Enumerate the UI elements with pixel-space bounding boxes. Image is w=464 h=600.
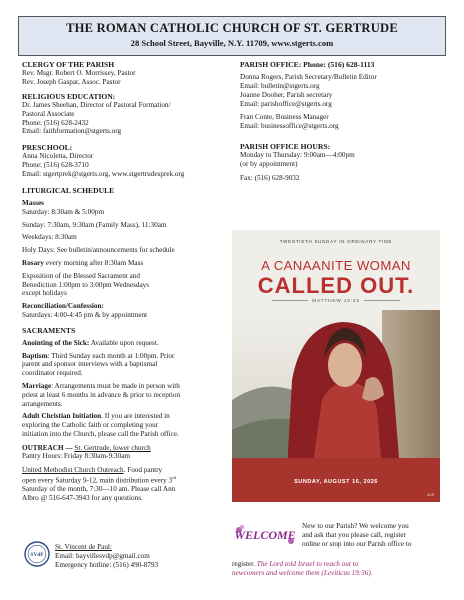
liturgical-heading: LITURGICAL SCHEDULE	[22, 185, 115, 195]
mass-weekdays: Weekdays: 8:30am	[22, 233, 77, 242]
welcome-line: and ask that you please call, register	[302, 530, 406, 539]
adult-initiation-label: Adult Christian Initiation	[22, 412, 102, 421]
adult-initiation-text: . If you are interested in	[101, 412, 170, 421]
welcome-art	[233, 523, 297, 547]
poster-subtitle: TWENTIETH SUNDAY IN ORDINARY TIME	[279, 239, 393, 244]
svdp-block	[55, 543, 225, 569]
staff-email[interactable]: Email: parishoffice@stgerts.org	[240, 99, 332, 108]
welcome-register-line	[232, 560, 446, 569]
left-column	[22, 60, 228, 503]
adult-initiation-line	[22, 412, 228, 421]
poster-line2: CALLED OUT.	[257, 273, 415, 298]
mass-sunday: Sunday: 7:30am, 9:30am (Family Mass), 11:30am	[22, 220, 167, 229]
bulletin-header	[18, 16, 446, 56]
clergy-heading: CLERGY OF THE PARISH	[22, 60, 115, 69]
anointing-line	[22, 339, 228, 348]
poster-brand: OUR	[426, 493, 434, 498]
masses-label: Masses	[22, 199, 44, 208]
clergy-line: Rev. Joseph Gaspar, Assoc. Pastor	[22, 78, 121, 87]
methodist-line	[22, 475, 228, 485]
methodist-line	[22, 466, 228, 475]
church-address: 28 School Street, Bayville, N.Y. 11709, www.stgerts.com	[130, 38, 334, 49]
svdp-email[interactable]: Email: bayvillesvdp@gmail.com	[55, 551, 150, 560]
rosary-line	[22, 259, 228, 268]
methodist-text: . Food pantry	[123, 466, 163, 475]
baptism-line	[22, 352, 228, 361]
methodist-line: Saturday of the month, 7:30—10 am. Please call Ann	[22, 485, 176, 494]
adult-initiation-line: exploring the Catholic faith or completing your	[22, 421, 159, 430]
poster-date: SUNDAY, AUGUST 16, 2026	[294, 479, 378, 486]
staff-email[interactable]: Email: businessoffice@stgerts.org	[240, 122, 339, 131]
reconciliation-text: Saturdays: 4:00-4:45 pm & by appointment	[22, 310, 148, 319]
welcome-line: online or stop into our Parish office to	[302, 539, 412, 548]
outreach-label: OUTREACH —	[22, 443, 75, 452]
right-column	[240, 60, 450, 183]
methodist-superscript: rd	[172, 475, 176, 481]
marriage-line: arrangements.	[22, 399, 63, 408]
office-hours-line: (or by appointment)	[240, 159, 298, 168]
staff-name: Fran Conte, Business Manager	[240, 113, 329, 122]
svdp-name[interactable]: St. Vincent de Paul:	[55, 543, 112, 551]
sunday-poster	[232, 230, 440, 502]
staff-email[interactable]: Email: bulletin@stgerts.org	[240, 82, 320, 91]
fax-line: Fax: (516) 628-9032	[240, 173, 300, 182]
methodist-link[interactable]: United Methodist Church Outreach	[22, 466, 124, 475]
baptism-label: Baptism	[22, 351, 48, 360]
baptism-line: parent and sponsor interviews with a baptismal	[22, 360, 158, 369]
church-title: THE ROMAN CATHOLIC CHURCH OF ST. GERTRUDE	[66, 21, 398, 35]
adult-initiation-line: initiation into the Church, please call the Parish office.	[22, 429, 179, 438]
office-hours-heading: PARISH OFFICE HOURS:	[240, 141, 331, 151]
staff-name: Donna Rogers, Parish Secretary/Bulletin Editor	[240, 73, 377, 82]
religious-ed-heading: RELIGIOUS EDUCATION:	[22, 91, 116, 101]
outreach-line	[22, 444, 228, 453]
marriage-line	[22, 382, 228, 391]
welcome-quote: newcomers and welcome them (Leviticus 19:36).	[232, 568, 373, 577]
svdp-hotline: Emergency hotline: (516) 490-8793	[55, 560, 159, 569]
rosary-text: every morning after 8:30am Mass	[43, 258, 144, 267]
welcome-line: New to our Parish? We welcome you	[302, 522, 409, 530]
mass-holy-days: Holy Days: See bulletin/announcements for schedule	[22, 246, 175, 255]
welcome-quote: The Lord told Israel to reach out to	[256, 560, 359, 568]
poster-scripture-text: MATTHEW 15:22	[312, 299, 360, 304]
pantry-hours: Pantry Hours: Friday 8:30am-9:30am	[22, 452, 130, 461]
methodist-text: open every Saturday 9-12, main distribution every 3	[22, 476, 173, 485]
anointing-label: Anointing of the Sick:	[22, 338, 90, 347]
poster-line1: A CANAANITE WOMAN	[261, 258, 411, 273]
marriage-line: priest at least 6 months in advance & prior to reception	[22, 390, 181, 399]
mass-saturday: Saturday: 8:30am & 5:00pm	[22, 207, 105, 216]
religious-ed-line: Phone: (516) 628-2432	[22, 118, 89, 127]
poster-rule-left	[272, 300, 308, 301]
preschool-email[interactable]: Email: stgertprek@stgerts.org, www.stgertrudesprek.org	[22, 170, 185, 178]
rosary-label: Rosary	[22, 258, 44, 267]
marriage-text: : Arrangements must be made in person with	[51, 382, 180, 390]
clergy-line: Rev. Msgr. Robert O. Morrissey, Pastor	[22, 69, 136, 78]
baptism-line: coordinator required.	[22, 369, 83, 378]
exposition-line: except holidays	[22, 289, 67, 298]
preschool-line: Anna Nicoletta, Director	[22, 152, 94, 161]
welcome-register: register.	[232, 560, 257, 568]
exposition-line: Benediction 1:00pm to 3:00pm Wednesdays	[22, 280, 150, 289]
staff-name: Joanne Dooher, Parish secretary	[240, 90, 333, 99]
baptism-text: : Third Sunday each month at 1:00pm. Prior	[47, 351, 175, 360]
exposition-line: Exposition of the Blessed Sacrament and	[22, 271, 140, 280]
preschool-line: Phone: (516) 628-3710	[22, 161, 89, 170]
anointing-text: Available upon request.	[89, 338, 159, 347]
reconciliation-label: Reconciliation/Confession:	[22, 302, 104, 311]
religious-ed-line: Pastoral Associate	[22, 109, 75, 118]
svdp-logo-letters: SVdP	[30, 552, 44, 558]
welcome-tail	[232, 560, 446, 578]
outreach-link[interactable]: St. Gertrude, lower church	[74, 443, 151, 452]
parish-office-heading: PARISH OFFICE: Phone: (516) 628-1113	[240, 60, 375, 69]
religious-ed-line: Dr. James Sheehan, Director of Pastoral Formation/	[22, 101, 171, 110]
methodist-line: Albro @ 516-647-3943 for any questions.	[22, 493, 143, 502]
poster-rule-right	[364, 300, 400, 301]
welcome-text	[302, 522, 446, 548]
preschool-heading: PRESCHOOL:	[22, 143, 73, 153]
office-hours-line: Monday to Thursday: 9:00am—4:00pm	[240, 151, 355, 160]
marriage-label: Marriage	[22, 382, 52, 390]
poster-scripture	[232, 299, 440, 305]
sacraments-heading: SACRAMENTS	[22, 325, 76, 335]
religious-ed-email[interactable]: Email: faithformation@stgerts.org	[22, 127, 122, 136]
welcome-word: WELCOME	[234, 528, 296, 542]
svdp-logo-icon	[24, 541, 50, 567]
